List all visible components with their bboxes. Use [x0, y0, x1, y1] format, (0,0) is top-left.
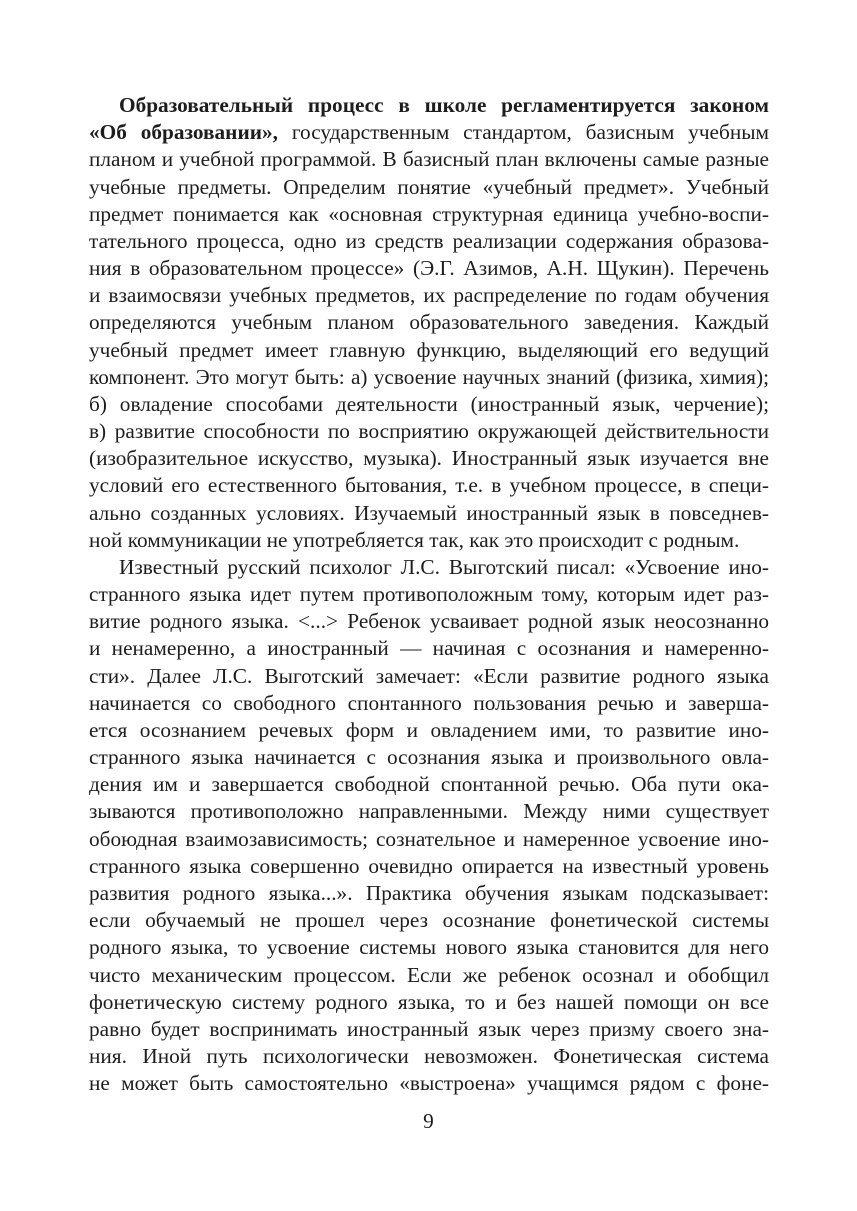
- paragraph-1-line: ния в образовательном процессе» (Э.Г. Азимов, А.Н. Щукин). Перечень: [89, 256, 769, 281]
- paragraph-2-line: и ненамеренно, а иностранный — начиная с осознания и намеренно-: [89, 636, 769, 661]
- paragraph-1-line: компонент. Это могут быть: а) усвоение научных знаний (физика, химия);: [89, 364, 769, 389]
- paragraph-2-line: обоюдная взаимозависимость; сознательное и намеренное усвоение ино-: [89, 826, 769, 851]
- paragraph-2-line: развития родного языка...». Практика обучения языкам подсказывает:: [89, 880, 769, 905]
- paragraph-1-line-0: [89, 92, 769, 119]
- paragraph-2-line: странного языка совершенно очевидно опирается на известный уровень: [89, 853, 769, 878]
- body-text: [89, 92, 769, 1097]
- bold-heading-text: Образовательный процесс в школе регламентируется законом: [119, 93, 769, 117]
- paragraph-2-line: странного языка идет путем противоположным тому, которым идет раз-: [89, 582, 769, 607]
- paragraph-1-line: учебные предметы. Определим понятие «учебный предмет». Учебный: [89, 174, 769, 199]
- paragraph-2-line: ния. Иной путь психологически невозможен. Фонетическая система: [89, 1044, 769, 1069]
- paragraph-1-line: и взаимосвязи учебных предметов, их распределение по годам обучения: [89, 283, 769, 308]
- paragraph-2-line: зываются противоположно направленными. Между ними существует: [89, 799, 769, 824]
- paragraph-2-line: Известный русский психолог Л.С. Выготский писал: «Усвоение ино-: [119, 554, 769, 579]
- paragraph-1-line: учебный предмет имеет главную функцию, выделяющий его ведущий: [89, 337, 769, 362]
- paragraph-1-line: планом и учебной программой. В базисный план включены самые разные: [89, 147, 769, 172]
- paragraph-2-line: чисто механическим процессом. Если же ребенок осознал и обобщил: [89, 962, 769, 987]
- paragraph-1-line: (изобразительное искусство, музыка). Иностранный язык изучается вне: [89, 446, 769, 471]
- paragraph-2-line: ется осознанием речевых форм и овладением ими, то развитие ино-: [89, 717, 769, 742]
- page-number: 9: [423, 1109, 434, 1133]
- text-span: государственным стандартом, базисным учебным: [277, 120, 769, 145]
- paragraph-1-line-1: [89, 119, 769, 146]
- paragraph-2-line: дения им и завершается свободной спонтанной речью. Оба пути ока-: [89, 772, 769, 797]
- paragraph-1-line: б) овладение способами деятельности (иностранный язык, черчение);: [89, 391, 769, 416]
- paragraph-2-line: равно будет воспринимать иностранный язык через призму своего зна-: [89, 1016, 769, 1041]
- paragraph-2-line: не может быть самостоятельно «выстроена» учащимся рядом с фоне-: [89, 1071, 769, 1096]
- paragraph-2-line: если обучаемый не прошел через осознание фонетической системы: [89, 908, 769, 933]
- paragraph-2-line: сти». Далее Л.С. Выготский замечает: «Если развитие родного языка: [89, 663, 769, 688]
- paragraph-1-line: определяются учебным планом образовательного заведения. Каждый: [89, 310, 769, 335]
- paragraph-1-line-last: ной коммуникации не употребляется так, как это происходит с родным.: [89, 527, 740, 552]
- paragraph-1-line: тательного процесса, одно из средств реализации содержания образова-: [89, 228, 769, 253]
- paragraph-2-line: фонетическую систему родного языка, то и без нашей помощи он все: [89, 989, 769, 1014]
- law-title-text: «Об образовании»,: [89, 120, 278, 145]
- paragraph-1-line: условий его естественного бытования, т.е. в учебном процессе, в специ-: [89, 473, 769, 498]
- paragraph-1-line: ально созданных условиях. Изучаемый иностранный язык в повседнев-: [89, 500, 769, 525]
- paragraph-2-line: родного языка, то усвоение системы нового языка становится для него: [89, 935, 769, 960]
- paragraph-1-line: предмет понимается как «основная структурная единица учебно-воспи-: [89, 201, 769, 226]
- paragraph-1-line: в) развитие способности по восприятию окружающей действительности: [89, 419, 769, 444]
- paragraph-2-line: начинается со свободного спонтанного пользования речью и заверша-: [89, 690, 769, 715]
- paragraph-2-line: витие родного языка. <...> Ребенок усваивает родной язык неосознанно: [89, 609, 769, 634]
- paragraph-2-line: странного языка начинается с осознания языка и произвольного овла-: [89, 745, 769, 770]
